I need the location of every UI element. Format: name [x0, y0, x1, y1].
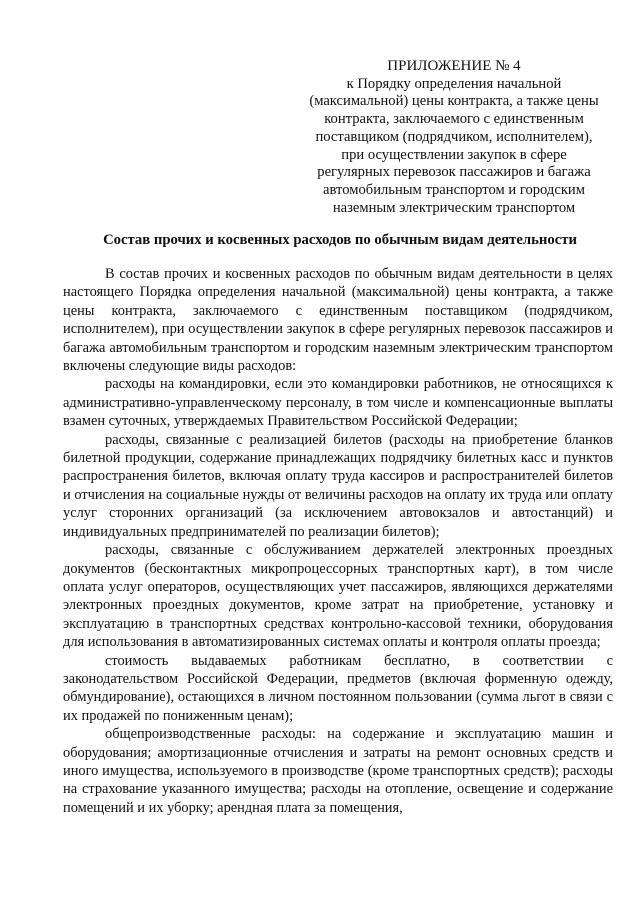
appendix-heading: ПРИЛОЖЕНИЕ № 4 [387, 58, 521, 74]
appendix-line: (максимальной) цены контракта, а также цены [309, 93, 599, 110]
appendix-line: поставщиком (подрядчиком, исполнителем), [315, 128, 593, 145]
paragraph-overhead: общепроизводственные расходы: на содержание и эксплуатацию машин и оборудования; амортизационные отчисления и затраты на ремонт основных средств и иного имущества, используемого в производстве (кроме транспортных средств); расходы на страхование указанного имущества; расходы на отопление, освещение и содержание помещений и их уборку; арендная плата за помещения, [63, 726, 613, 816]
document-body [63, 265, 613, 817]
appendix-line: при осуществлении закупок в сфере [341, 146, 567, 163]
appendix-line: регулярных перевозок пассажиров и багажа [317, 164, 591, 181]
appendix-line: к Порядку определения начальной [346, 75, 562, 92]
paragraph-business-trips: расходы на командировки, если это командировки работников, не относящихся к административно-управленческому персоналу, в том числе и компенсационные выплаты взамен суточных, утверждаемых Правительством Российской Федерации; [63, 376, 613, 430]
appendix-header [290, 58, 618, 217]
paragraph-electronic-documents: расходы, связанные с обслуживанием держателей электронных проездных документов (бесконтактных микропроцессорных транспортных карт), в том числе оплата услуг операторов, осуществляющих учет пассажиров, являющихся держателями электронных проездных документов, кроме затрат на приобретение, установку и эксплуатацию в транспортных средствах контрольно-кассовой техники, оборудования для использования в автоматизированных системах оплаты и контроля оплаты проезда; [63, 542, 613, 651]
appendix-line: наземным электрическим транспортом [332, 199, 576, 216]
paragraph-ticket-sales: расходы, связанные с реализацией билетов (расходы на приобретение бланков билетной продукции, содержание принадлежащих подрядчику билетных касс и пунктов распространения билетов, включая оплату труда кассиров и распространителей билетов и отчисления на социальные нужды от величины расходов на оплату их труда или оплату услуг сторонних организаций (за исключением автовокзалов и автостанций) и индивидуальных предпринимателей по реализации билетов); [63, 431, 613, 540]
appendix-line: автомобильным транспортом и городским [323, 181, 585, 198]
paragraph-free-items: стоимость выдаваемых работникам бесплатно, в соответствии с законодательством Российской Федерации, предметов (включая форменную одежду, обмундирование), остающихся в личном постоянном пользовании (сумма льгот в связи с их продажей по пониженным ценам); [63, 652, 613, 724]
paragraph-intro: В состав прочих и косвенных расходов по обычным видам деятельности в целях настоящего Порядка определения начальной (максимальной) цены контракта, а также цены контракта, заключаемого с единственным поставщиком (подрядчиком, исполнителем), при осуществлении закупок в сфере регулярных перевозок пассажиров и багажа автомобильным транспортом и городским наземным электрическим транспортом включены следующие виды расходов: [63, 266, 613, 375]
appendix-line: контракта, заключаемого с единственным [324, 111, 584, 128]
document-title: Состав прочих и косвенных расходов по обычным видам деятельности [103, 232, 577, 248]
